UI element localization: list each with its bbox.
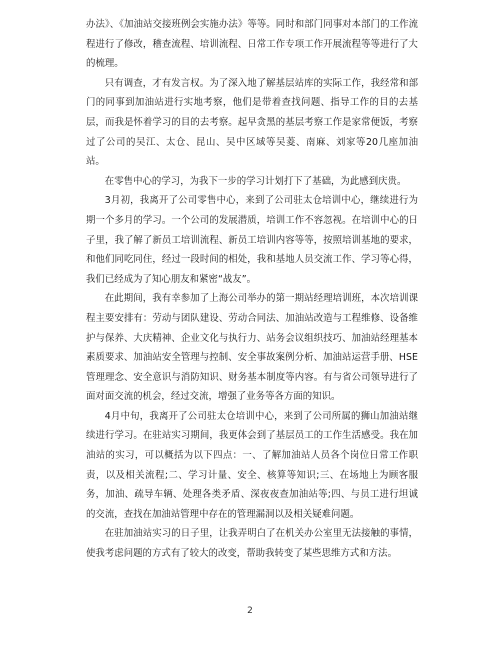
- document-body: [86, 15, 418, 564]
- page-number: 2: [247, 606, 253, 616]
- paragraph: 4月中旬，我离开了公司驻太仓培训中心，来到了公司所属的狮山加油站继续进行学习。在驻站实习期间，我更体会到了基层员工的工作生活感受。我在加油站的实习，可以概括为以下四点：一、了解加油站人员各个岗位日常工作职责，以及相关流程;二、学习计量、安全、核算等知识;三、在场地上为顾客服务，加油、疏导车辆、处理各类矛盾、深夜夜查加油站等;四、与员工进行坦诚的交流，查找在加油站管理中存在的管理漏洞以及相关疑难问题。: [86, 410, 418, 520]
- paragraph: 在此期间，我有幸参加了上海公司举办的第一期站经理培训班，本次培训课程主要安排有：劳动与团队建设、劳动合同法、加油站改造与工程维修、设备维护与保养、大庆精神、企业文化与执行力、站务会议组织技巧、加油站经理基本素质要求、加油站安全管理与控制、安全事故案例分析、加油站运营手册、HSE管理理念、安全意识与消防知识、财务基本制度等内容。有与省公司领导进行了面对面交流的机会，经过交流，增强了业务等各方面的知识。: [86, 293, 418, 403]
- paragraph: 3月初，我离开了公司零售中心，来到了公司驻太仓培训中心，继续进行为期一个多月的学习。一个公司的发展潜质，培训工作不容忽视。在培训中心的日子里，我了解了新员工培训流程、新员工培训内容等等，按照培训基地的要求，和他们同吃同住，经过一段时间的相处，我和基地人员交流工作、学习等心得，我们已经成为了知心朋友和紧密“战友”。: [86, 195, 418, 285]
- paragraph: 在零售中心的学习，为我下一步的学习计划打下了基础，为此感到庆贵。: [104, 175, 407, 187]
- paragraph: 只有调查，才有发言权。为了深入地了解基层站库的实际工作，我经常和部门的同事到加油站进行实地考察，他们是带着查找问题、指导工作的目的去基层，而我是怀着学习的目的去考察。起早贪黑的基层考察工作是家常便饭，考察过了公司的吴江、太仓、昆山、吴中区域等吴菱、南麻、刘家等20几座加油站。: [86, 77, 418, 168]
- paragraph: 在驻加油站实习的日子里，让我弄明白了在机关办公室里无法接触的事情，使我考虑问题的方式有了较大的改变，帮助我转变了某些思维方式和方法。: [86, 528, 418, 560]
- paragraph-continued: 办法》、《加油站交接班例会实施办法》等等。同时和部门同事对本部门的工作流程进行了修改，稽查流程、培训流程、日常工作专项工作开展流程等等进行了大的梳理。: [86, 19, 418, 70]
